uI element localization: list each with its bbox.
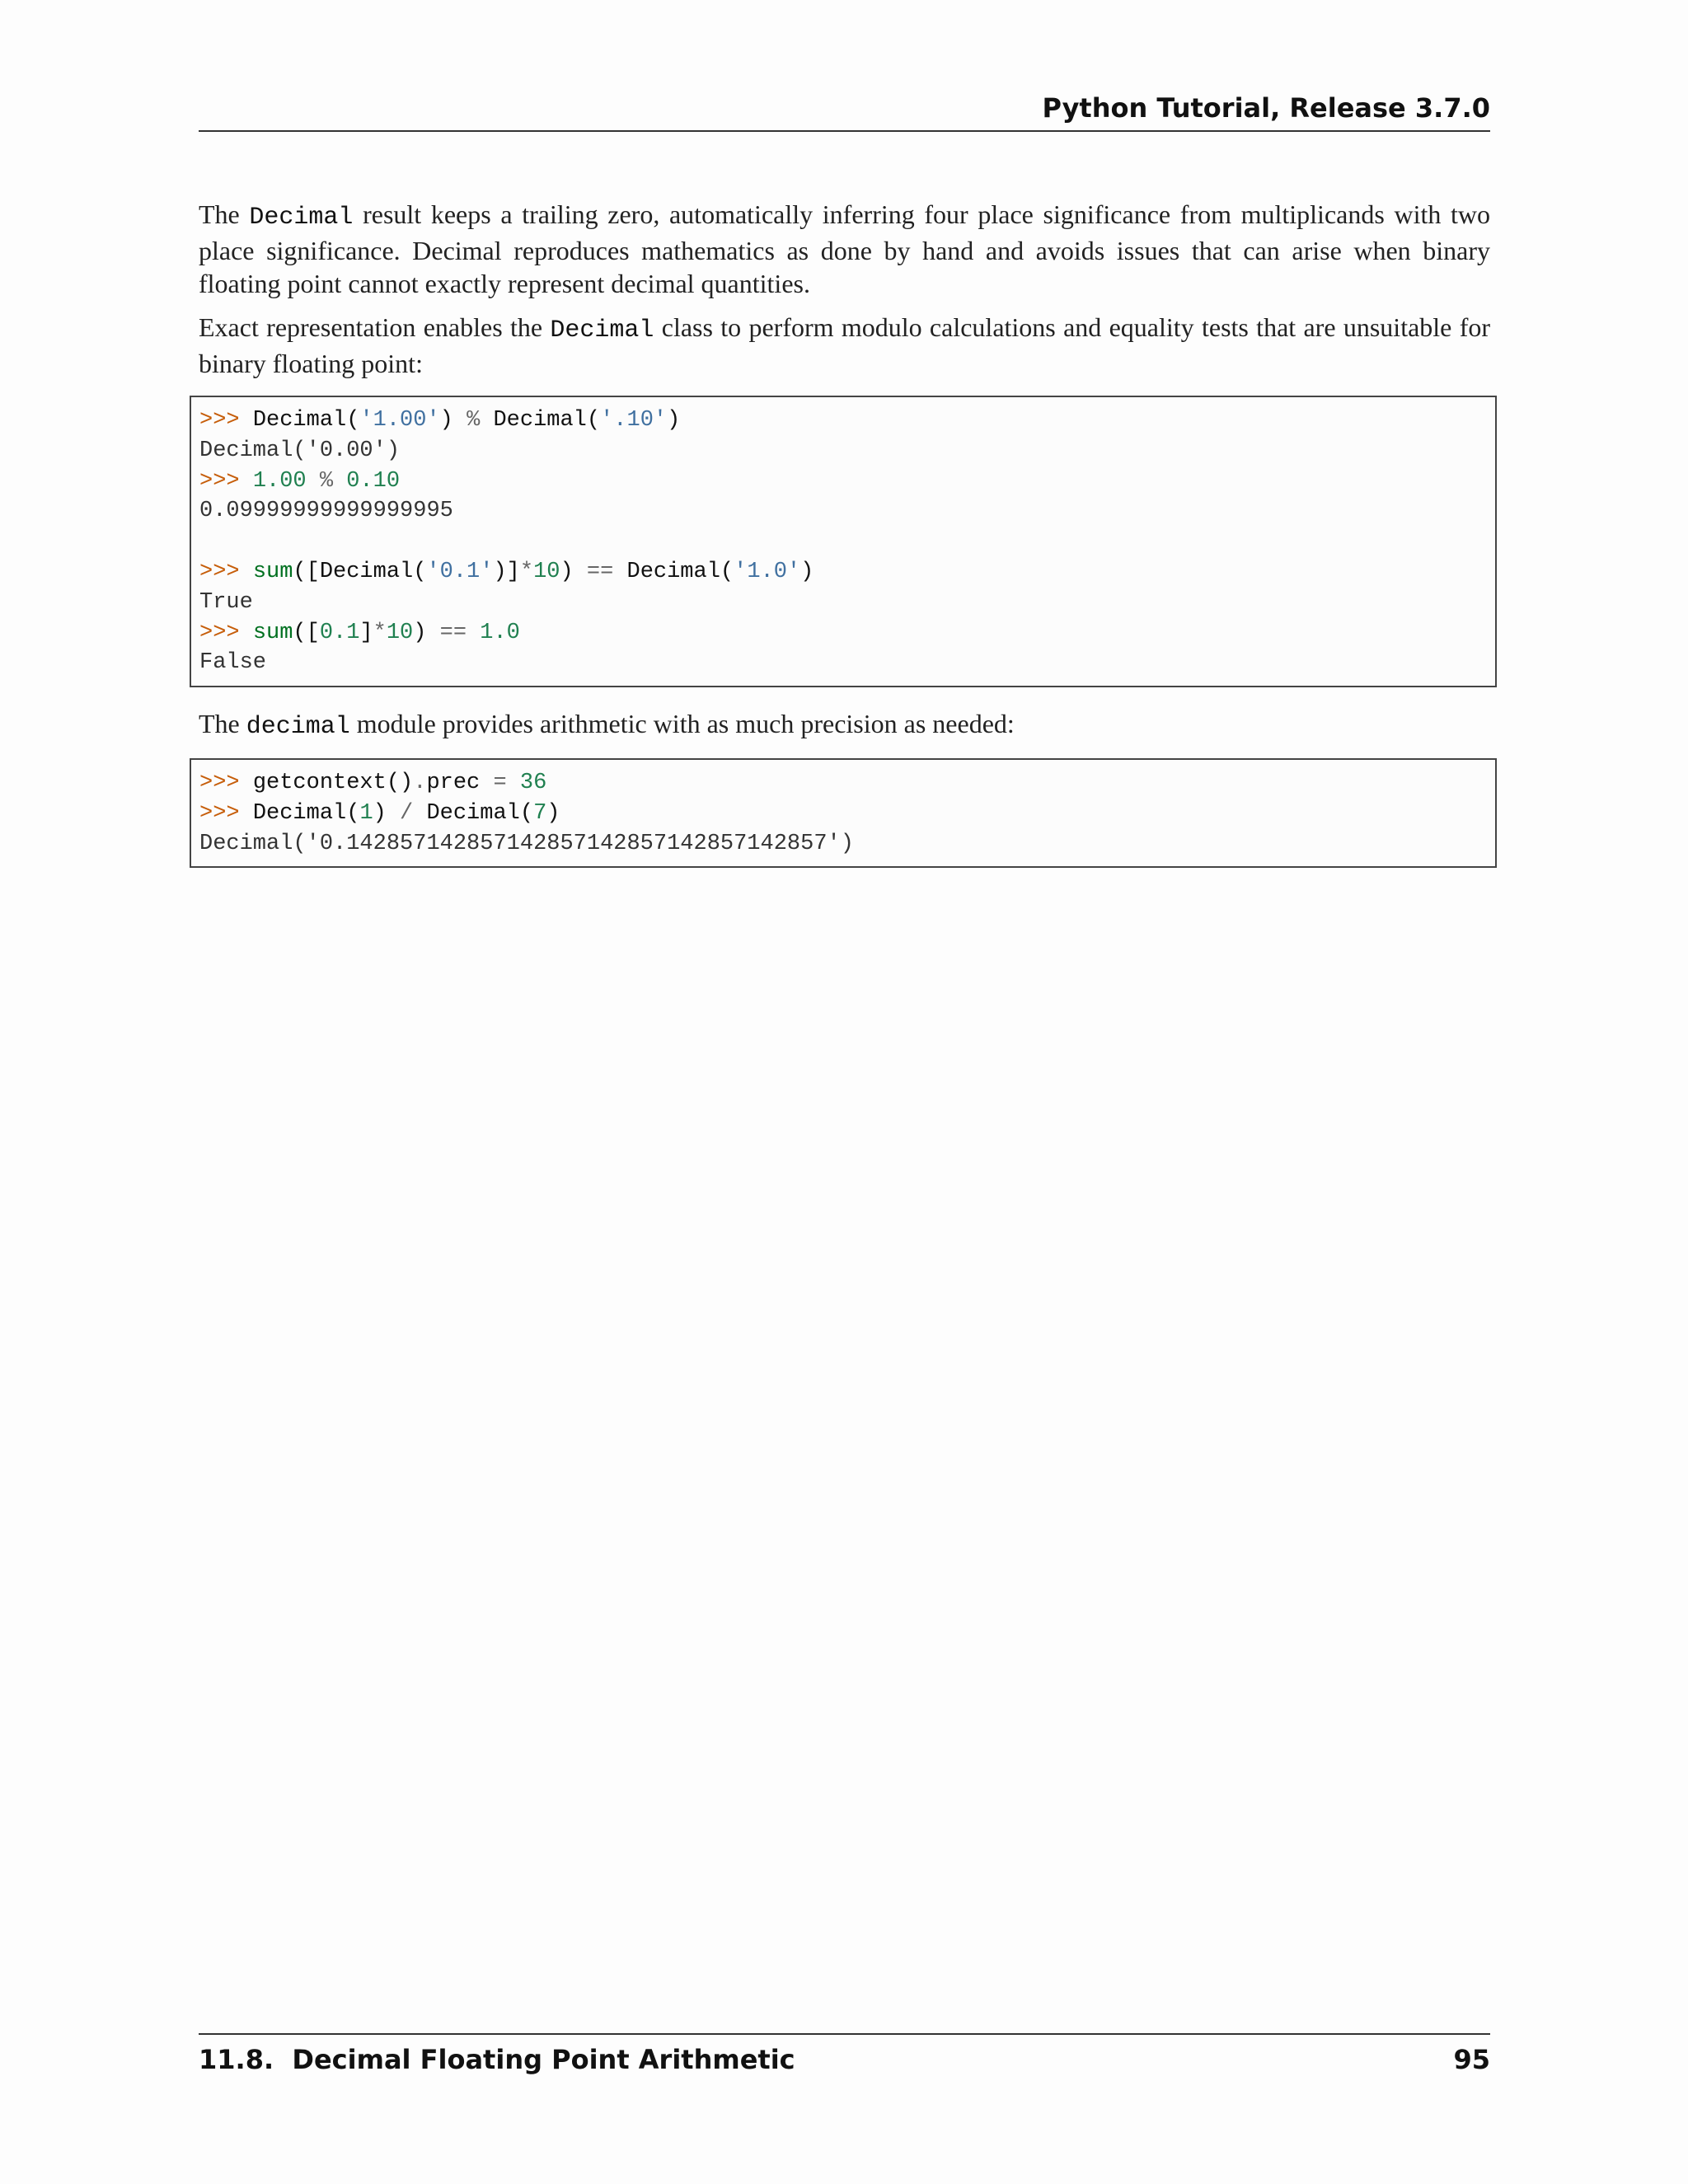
code-token-plain: getcontext() xyxy=(252,771,414,795)
code-token-op: % xyxy=(467,408,481,433)
paragraph-text: The xyxy=(199,199,250,229)
paragraph-text: Exact representation enables the xyxy=(199,312,551,342)
inline-code: Decimal xyxy=(249,204,354,232)
code-token-plain: Decimal( xyxy=(252,408,360,433)
code-token-prompt: >>> xyxy=(199,468,253,494)
code-line xyxy=(199,527,1495,557)
code-token-plain: ) xyxy=(800,559,814,584)
paragraph-text: The xyxy=(199,709,246,738)
code-line xyxy=(199,799,1495,829)
code-line xyxy=(199,829,1495,860)
code-block-precision xyxy=(190,758,1497,868)
code-line xyxy=(199,618,1495,649)
code-token-out: 0.09999999999999995 xyxy=(199,499,453,524)
code-token-plain xyxy=(333,469,346,494)
code-token-plain: ) xyxy=(667,408,681,433)
code-token-str: '1.00' xyxy=(359,408,440,433)
code-line xyxy=(199,466,1495,497)
code-token-num: 1.00 xyxy=(252,468,307,494)
code-token-plain: )] xyxy=(493,559,520,584)
code-token-op: == xyxy=(439,620,467,645)
code-token-op: == xyxy=(586,559,614,584)
paragraph-text: class to perform modulo calculations and equality tests that are unsuitable for binary floating point: xyxy=(199,312,1490,378)
paragraph-decimal-result xyxy=(199,198,1490,300)
paragraph-exact-representation xyxy=(199,311,1490,380)
code-token-num: 0.1 xyxy=(319,620,360,645)
paragraph-text: result keeps a trailing zero, automatically inferring four place significance from multiplicands with two place significance. Decimal reproduces mathematics as done by hand and avoids issues that can arise when binary floating point cannot exactly represent decimal quantities. xyxy=(199,199,1491,298)
code-token-prompt: >>> xyxy=(199,408,253,433)
code-token-out: True xyxy=(199,589,253,615)
code-token-op: = xyxy=(493,771,507,795)
code-token-plain: ) xyxy=(560,559,587,584)
code-token-str: '1.0' xyxy=(734,559,801,584)
code-block-modulo-equality xyxy=(190,396,1497,687)
code-token-plain: ([ xyxy=(293,620,320,645)
code-token-str: '.10' xyxy=(600,408,668,433)
page-header xyxy=(199,92,1490,132)
inline-code: decimal xyxy=(246,713,350,741)
code-token-num: 7 xyxy=(533,800,547,826)
code-token-plain: ) xyxy=(439,408,467,433)
page-number: 95 xyxy=(1453,2044,1490,2075)
code-token-op: . xyxy=(413,771,427,795)
code-token-prompt: >>> xyxy=(199,771,253,795)
code-token-num: 1 xyxy=(359,800,373,826)
code-token-num: 1.0 xyxy=(480,620,520,645)
code-token-prompt: >>> xyxy=(199,620,253,645)
code-token-plain: Decimal( xyxy=(252,800,360,826)
code-token-plain: ] xyxy=(359,620,373,645)
code-token-plain: Decimal( xyxy=(480,408,601,433)
code-token-num: 36 xyxy=(519,771,547,795)
code-token-str: '0.1' xyxy=(426,559,494,584)
code-token-plain xyxy=(307,469,320,494)
inline-code: Decimal xyxy=(550,316,654,344)
code-line xyxy=(199,496,1495,527)
code-token-op: * xyxy=(519,559,534,584)
code-token-op: % xyxy=(319,468,334,494)
code-token-plain: Decimal( xyxy=(613,559,734,584)
code-line xyxy=(199,768,1495,799)
code-token-out: Decimal('0.142857142857142857142857142857142857') xyxy=(199,831,854,856)
code-token-out: False xyxy=(199,650,267,676)
paragraph-text: module provides arithmetic with as much precision as needed: xyxy=(349,709,1015,738)
code-token-num: 0.10 xyxy=(346,468,401,494)
code-token-num: 10 xyxy=(533,559,560,584)
code-line xyxy=(199,436,1495,466)
code-line xyxy=(199,588,1495,618)
code-token-plain: ([Decimal( xyxy=(293,559,427,584)
running-header-title: Python Tutorial, Release 3.7.0 xyxy=(1042,92,1490,124)
code-token-out: Decimal('0.00') xyxy=(199,438,401,463)
code-token-plain: ) xyxy=(373,800,401,826)
code-line xyxy=(199,405,1495,436)
code-token-plain xyxy=(467,621,480,645)
paragraph-decimal-module xyxy=(199,707,1490,743)
code-token-prompt: >>> xyxy=(199,559,253,584)
code-line xyxy=(199,648,1495,678)
code-token-plain xyxy=(507,771,520,795)
code-token-plain: ) xyxy=(413,620,440,645)
page-footer xyxy=(199,2033,1490,2084)
code-token-plain: Decimal( xyxy=(413,800,534,826)
code-token-builtin: sum xyxy=(252,620,293,645)
footer-section-title: 11.8. Decimal Floating Point Arithmetic xyxy=(199,2044,795,2075)
code-token-plain: ) xyxy=(546,800,560,826)
code-token-op: * xyxy=(373,620,387,645)
code-line xyxy=(199,557,1495,588)
code-token-builtin: sum xyxy=(252,559,293,584)
code-token-op: / xyxy=(400,800,414,826)
code-token-prompt: >>> xyxy=(199,800,253,826)
code-token-num: 10 xyxy=(386,620,414,645)
code-token-plain: prec xyxy=(426,771,494,795)
